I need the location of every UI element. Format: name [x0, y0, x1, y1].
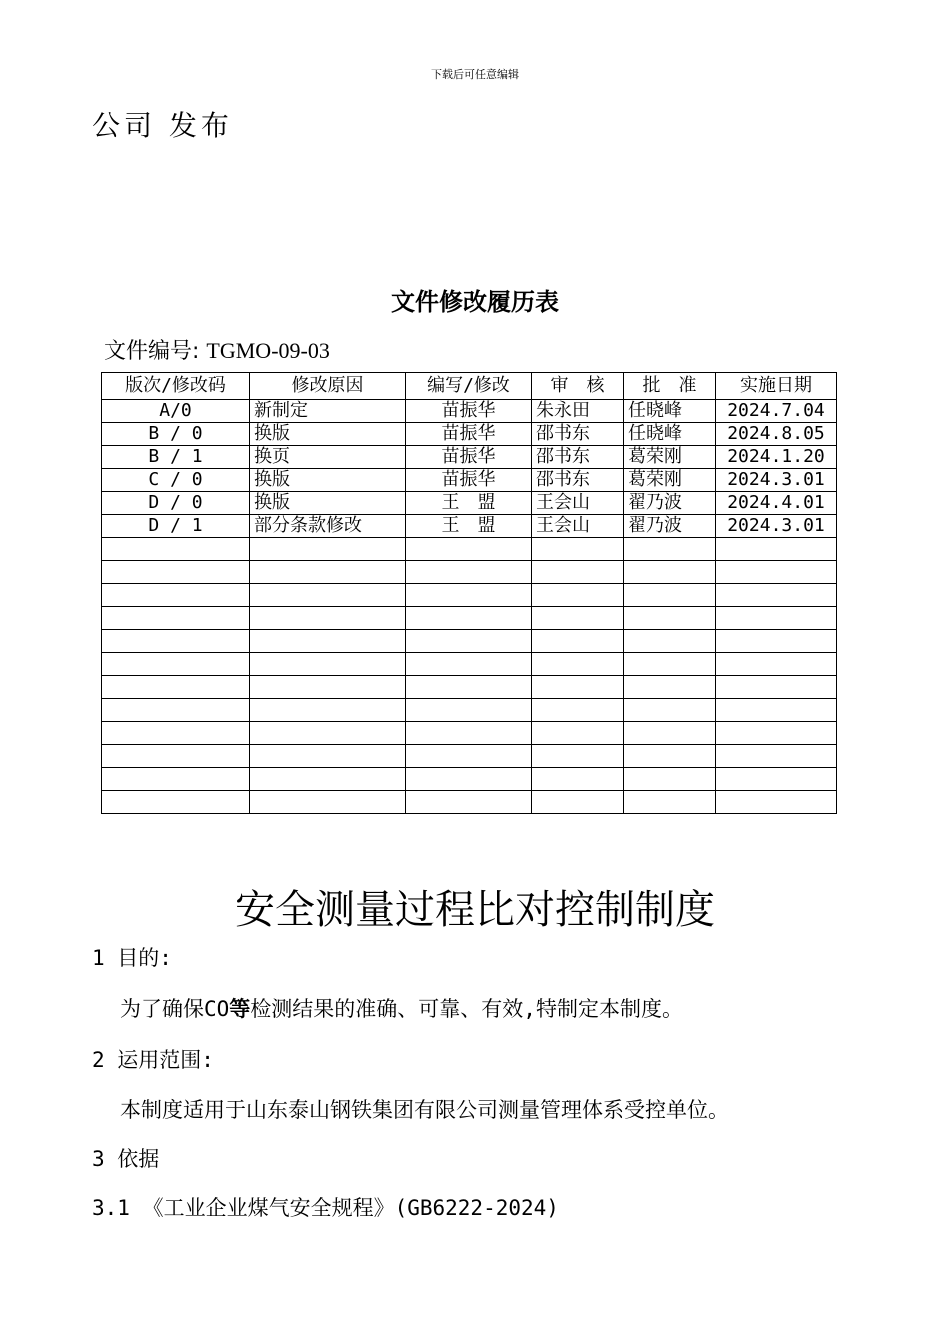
- table-cell: 新制定: [250, 400, 406, 423]
- table-cell-empty: [250, 791, 406, 814]
- table-cell-empty: [624, 584, 716, 607]
- table-cell: 翟乃波: [624, 492, 716, 515]
- table-cell-empty: [716, 676, 837, 699]
- table-cell: 换页: [250, 446, 406, 469]
- table-cell-empty: [102, 676, 250, 699]
- column-header: 批 准: [624, 373, 716, 400]
- table-row-empty: [102, 561, 837, 584]
- history-table-title: 文件修改履历表: [391, 288, 559, 316]
- table-cell-empty: [102, 607, 250, 630]
- table-cell: B / 1: [102, 446, 250, 469]
- table-cell-empty: [406, 561, 532, 584]
- table-cell-empty: [716, 722, 837, 745]
- table-row-empty: [102, 584, 837, 607]
- table-cell-empty: [406, 538, 532, 561]
- table-cell-empty: [532, 699, 624, 722]
- table-cell-empty: [102, 561, 250, 584]
- table-cell: 邵书东: [532, 469, 624, 492]
- table-cell: 换版: [250, 469, 406, 492]
- table-cell-empty: [532, 745, 624, 768]
- table-cell-empty: [716, 584, 837, 607]
- table-cell: A/0: [102, 400, 250, 423]
- table-cell: C / 0: [102, 469, 250, 492]
- table-row-empty: [102, 630, 837, 653]
- table-cell-empty: [250, 722, 406, 745]
- table-cell: 王会山: [532, 492, 624, 515]
- table-cell: 朱永田: [532, 400, 624, 423]
- table-cell: 苗振华: [406, 446, 532, 469]
- table-cell-empty: [102, 538, 250, 561]
- section-2-heading: 2 运用范围:: [92, 1048, 214, 1072]
- document-number-value: TGMO-09-03: [206, 338, 330, 363]
- table-row: [102, 515, 837, 538]
- table-cell-empty: [532, 768, 624, 791]
- section-1-heading: 1 目的:: [92, 946, 172, 970]
- table-cell-empty: [406, 676, 532, 699]
- table-cell-empty: [532, 607, 624, 630]
- table-cell: 王 盟: [406, 492, 532, 515]
- table-cell: D / 1: [102, 515, 250, 538]
- table-cell-empty: [716, 630, 837, 653]
- table-row: [102, 492, 837, 515]
- table-cell-empty: [624, 561, 716, 584]
- table-cell-empty: [102, 653, 250, 676]
- table-cell-empty: [532, 722, 624, 745]
- table-row-empty: [102, 538, 837, 561]
- table-cell: 换版: [250, 492, 406, 515]
- table-cell-empty: [624, 768, 716, 791]
- header-note: 下载后可任意编辑: [431, 68, 519, 81]
- table-cell: 任晓峰: [624, 400, 716, 423]
- column-header: 版次/修改码: [102, 373, 250, 400]
- table-cell-empty: [716, 745, 837, 768]
- section-1-text: [120, 993, 683, 1023]
- table-cell: 2024.3.01: [716, 469, 837, 492]
- section-2-text: 本制度适用于山东泰山钢铁集团有限公司测量管理体系受控单位。: [120, 1098, 729, 1122]
- table-cell-empty: [624, 607, 716, 630]
- table-cell-empty: [102, 768, 250, 791]
- table-cell-empty: [250, 584, 406, 607]
- table-cell: 王 盟: [406, 515, 532, 538]
- table-cell-empty: [532, 791, 624, 814]
- table-cell: 王会山: [532, 515, 624, 538]
- document-number-label: 文件编号:: [104, 339, 200, 364]
- table-cell-empty: [250, 538, 406, 561]
- table-cell-empty: [532, 630, 624, 653]
- table-cell-empty: [716, 699, 837, 722]
- table-cell-empty: [716, 607, 837, 630]
- table-cell: 苗振华: [406, 469, 532, 492]
- table-cell-empty: [624, 722, 716, 745]
- table-cell-empty: [406, 722, 532, 745]
- table-cell-empty: [406, 745, 532, 768]
- table-cell: 葛荣刚: [624, 469, 716, 492]
- table-cell-empty: [250, 653, 406, 676]
- table-cell-empty: [624, 676, 716, 699]
- table-cell-empty: [624, 791, 716, 814]
- column-header: 实施日期: [716, 373, 837, 400]
- table-row-empty: [102, 699, 837, 722]
- table-cell-empty: [406, 791, 532, 814]
- table-row-empty: [102, 791, 837, 814]
- table-cell-empty: [532, 561, 624, 584]
- table-row-empty: [102, 722, 837, 745]
- table-cell-empty: [532, 653, 624, 676]
- table-cell: D / 0: [102, 492, 250, 515]
- table-cell-empty: [250, 561, 406, 584]
- table-cell-empty: [406, 699, 532, 722]
- table-cell: 2024.8.05: [716, 423, 837, 446]
- table-cell: 苗振华: [406, 400, 532, 423]
- table-cell: 2024.1.20: [716, 446, 837, 469]
- table-cell-empty: [102, 584, 250, 607]
- table-cell-empty: [532, 538, 624, 561]
- table-row-empty: [102, 745, 837, 768]
- table-cell-empty: [406, 768, 532, 791]
- table-row: [102, 446, 837, 469]
- document-number: [104, 334, 330, 365]
- table-row-empty: [102, 607, 837, 630]
- table-row-empty: [102, 768, 837, 791]
- company-release-line: 公司 发布: [92, 109, 233, 142]
- column-header: 修改原因: [250, 373, 406, 400]
- table-header-row: [102, 373, 837, 400]
- table-cell-empty: [250, 699, 406, 722]
- table-cell: B / 0: [102, 423, 250, 446]
- section-3-1: 3.1 《工业企业煤气安全规程》(GB6222-2024): [92, 1196, 559, 1220]
- table-cell: 邵书东: [532, 446, 624, 469]
- table-cell-empty: [624, 745, 716, 768]
- section-3-heading: 3 依据: [92, 1147, 160, 1171]
- table-row: [102, 423, 837, 446]
- table-cell-empty: [250, 607, 406, 630]
- table-cell-empty: [716, 768, 837, 791]
- table-cell-empty: [102, 722, 250, 745]
- table-cell: 葛荣刚: [624, 446, 716, 469]
- table-cell-empty: [102, 745, 250, 768]
- table-cell-empty: [102, 791, 250, 814]
- document-title: 安全测量过程比对控制制度: [235, 887, 715, 933]
- section-1-text-c: 检测结果的准确、可靠、有效,特制定本制度。: [250, 997, 683, 1021]
- table-cell: 邵书东: [532, 423, 624, 446]
- table-cell: 2024.4.01: [716, 492, 837, 515]
- table-cell-empty: [406, 584, 532, 607]
- table-cell: 换版: [250, 423, 406, 446]
- table-cell-empty: [624, 630, 716, 653]
- table-cell-empty: [250, 745, 406, 768]
- table-cell-empty: [624, 653, 716, 676]
- table-cell-empty: [102, 630, 250, 653]
- table-cell-empty: [532, 676, 624, 699]
- table-cell-empty: [716, 561, 837, 584]
- table-cell: 2024.3.01: [716, 515, 837, 538]
- revision-history-table: [101, 372, 837, 814]
- table-row: [102, 400, 837, 423]
- table-cell-empty: [716, 791, 837, 814]
- table-cell-empty: [250, 676, 406, 699]
- column-header: 审 核: [532, 373, 624, 400]
- table-cell: 部分条款修改: [250, 515, 406, 538]
- table-cell-empty: [406, 630, 532, 653]
- table-cell-empty: [250, 630, 406, 653]
- table-cell-empty: [250, 768, 406, 791]
- table-cell: 翟乃波: [624, 515, 716, 538]
- table-cell-empty: [624, 538, 716, 561]
- table-cell-empty: [716, 538, 837, 561]
- table-cell: 苗振华: [406, 423, 532, 446]
- table-cell: 2024.7.04: [716, 400, 837, 423]
- table-cell-empty: [102, 699, 250, 722]
- table-cell: 任晓峰: [624, 423, 716, 446]
- table-cell-empty: [624, 699, 716, 722]
- table-row: [102, 469, 837, 492]
- table-cell-empty: [406, 653, 532, 676]
- table-cell-empty: [532, 584, 624, 607]
- section-1-text-a: 为了确保CO: [120, 997, 230, 1021]
- table-cell-empty: [716, 653, 837, 676]
- column-header: 编写/修改: [406, 373, 532, 400]
- table-row-empty: [102, 653, 837, 676]
- section-1-text-b: 等: [229, 997, 251, 1021]
- table-row-empty: [102, 676, 837, 699]
- table-cell-empty: [406, 607, 532, 630]
